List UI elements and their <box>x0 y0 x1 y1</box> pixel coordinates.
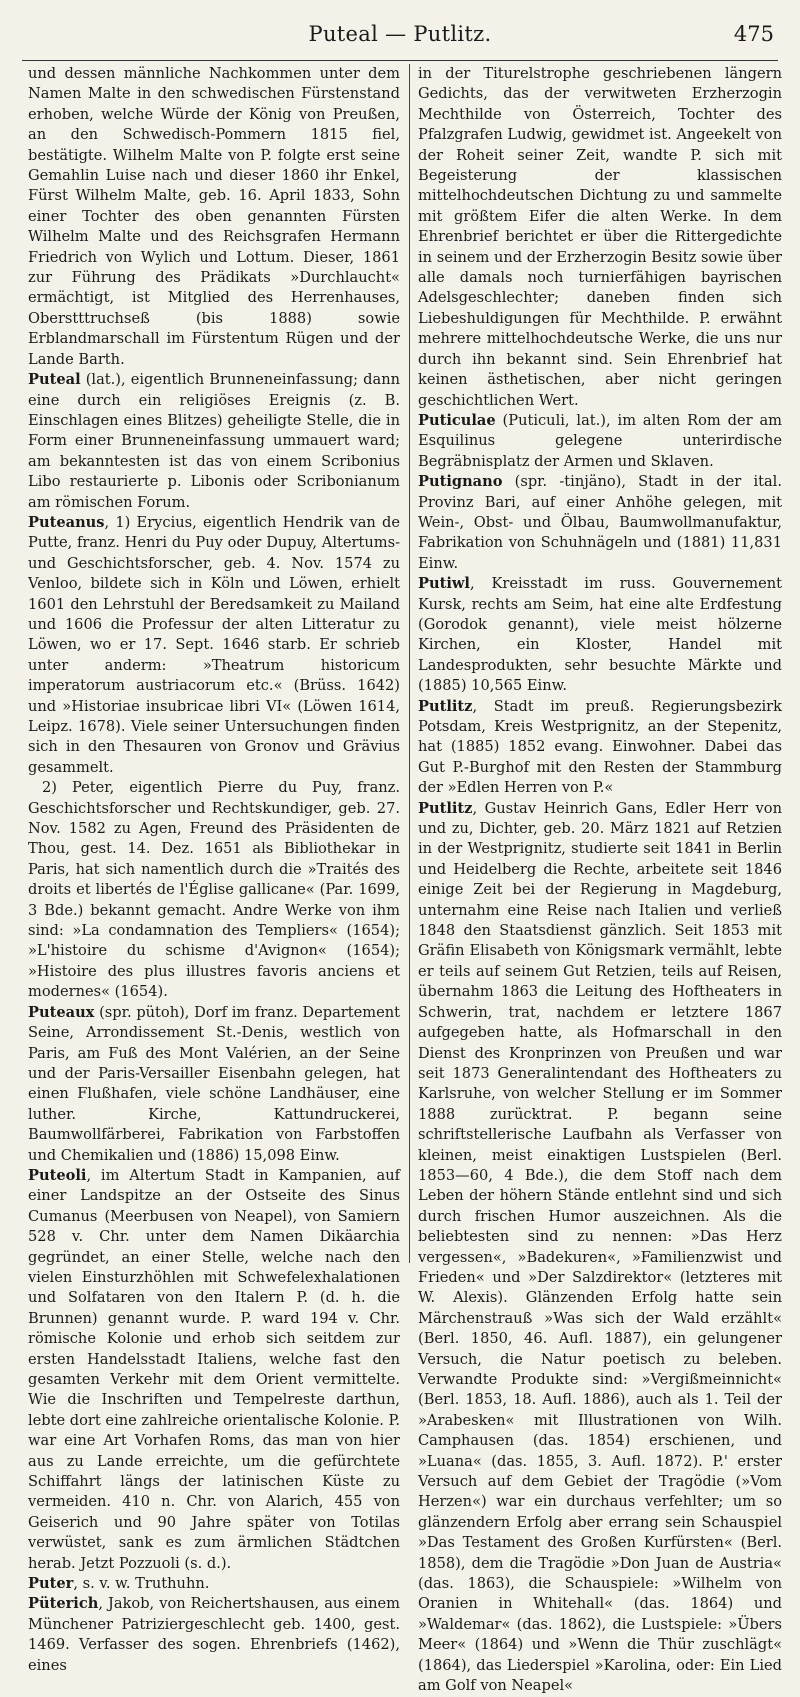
entry-headword: Puticulae <box>418 411 496 429</box>
running-head: Puteal — Putlitz. <box>308 22 492 46</box>
page-header <box>0 22 800 58</box>
entry-headword: Putlitz <box>418 697 473 715</box>
entry-headword: Puteaux <box>28 1003 95 1021</box>
entry-text: (Puticuli, lat.), im alten Rom der am Esquilinus gelegene unterirdische Begräbnisplatz der Armen und Sklaven. <box>418 411 782 470</box>
dictionary-entry <box>28 1166 400 1574</box>
dictionary-entry <box>418 574 782 696</box>
entry-text: , Kreisstadt im russ. Gouvernement Kursk, rechts am Seim, hat eine alte Erdfestung (Gorodok genannt), viele meist hölzerne Kirchen, ein Kloster, Handel mit Landesprodukten, sehr besuchte Märkte und (1885) 10,565 Einw. <box>418 575 782 695</box>
dictionary-entry <box>28 1594 400 1676</box>
entry-text: (spr. pütoh), Dorf im franz. Departement Seine, Arrondissement St.-Denis, westlich von Paris, am Fuß des Mont Valérien, an der Seine und der Paris-Versailler Eisenbahn gelegen, hat einen Flußhafen, viele schöne Landhäuser, eine luther. Kirche, Kattundruckerei, Baumwollfärberei, Fabrikation von Farbstoffen und Chemikalien und (1886) 15,098 Einw. <box>28 1003 400 1164</box>
entry-text: , im Altertum Stadt in Kampanien, auf einer Landspitze an der Ostseite des Sinus Cumanus (Meerbusen von Neapel), von Samiern 528 v. Chr. unter dem Namen Dikäarchia gegründet, an einer Stelle, welche nach den vielen Einsturzhöhlen mit Schwefelexhalationen und Solfataren von den Italern P. (d. h. die Brunnen) genannt wurde. P. ward 194 v. Chr. römische Kolonie und erhob sich seitdem zur ersten Handelsstadt Italiens, welche fast den gesamten Verkehr mit dem Orient vermittelte. Wie die Inschriften und Tempelreste darthun, lebte dort eine zahlreiche orientalische Kolonie. P. war eine Art Vorhafen Roms, das man von hier aus zu Lande erreichte, um die gefürchtete Schiffahrt längs der latinischen Küste zu vermeiden. 410 n. Chr. von Alarich, 455 von Geiserich und 90 Jahre später von Totilas verwüstet, sank es zum ärmlichen Städtchen herab. Jetzt Pozzuoli (s. d.). <box>28 1166 400 1572</box>
entry-text: , Stadt im preuß. Regierungsbezirk Potsdam, Kreis Westprignitz, an der Stepenitz, hat (1885) 1852 evang. Einwohner. Dabei das Gut P.-Burghof mit den Resten der Stammburg der »Edlen Herren von P.« <box>418 697 782 797</box>
entry-text: , 1) Erycius, eigentlich Hendrik van de Putte, franz. Henri du Puy oder Dupuy, Altertums- und Geschichtsforscher, geb. 4. Nov. 1574 zu Venloo, bildete sich in Köln und Löwen, erhielt 1601 den Lehrstuhl der Beredsamkeit zu Mailand und 1606 die Professur der alten Litteratur zu Löwen, wo er 17. Sept. 1646 starb. Er schrieb unter anderm: »Theatrum historicum imperatorum austriacorum etc.« (Brüss. 1642) und »Historiae insubricae libri VI« (Löwen 1614, Leipz. 1678). Viele seiner Untersuchungen finden sich in den Thesauren von Gronov und Grävius gesammelt. <box>28 513 400 776</box>
entry-headword: Puteoli <box>28 1166 87 1184</box>
entry-text: und dessen männliche Nachkommen unter dem Namen Malte in den schwedischen Fürstenstand erhoben, welche Würde der König von Preußen, an den Schwedisch-Pommern 1815 fiel, bestätigte. Wilhelm Malte von P. folgte erst seine Gemahlin Luise nach und dieser 1860 ihr Enkel, Fürst Wilhelm Malte, geb. 16. April 1833, Sohn einer Tochter des oben genannten Fürsten Wilhelm Malte und des Reichsgrafen Hermann Friedrich von Wylich und Lottum. Dieser, 1861 zur Führung des Prädikats »Durchlaucht« ermächtigt, ist Mitglied des Herrenhauses, Oberstttruchseß (bis 1888) sowie Erblandmarschall im Fürstentum Rügen und der Lande Barth. <box>28 65 400 368</box>
dictionary-entry <box>418 472 782 574</box>
header-rule <box>22 60 778 61</box>
entry-text: in der Titurelstrophe geschriebenen längern Gedichts, das der verwitweten Erzherzogin Mechthilde von Österreich, Tochter des Pfalzgrafen Ludwig, gewidmet ist. Angeekelt von der Roheit seiner Zeit, wandte P. sich mit Begeisterung der klassischen mittelhochdeutschen Dichtung zu und sammelte mit größtem Eifer die alten Werke. In dem Ehrenbrief berichtet er über die Rittergedichte in seinem und der Erzherzogin Besitz sowie über alle damals noch turnierfähigen bayrischen Adelsgeschlechter; daneben finden sich Liebeshuldigungen für Mechthilde. P. erwähnt mehrere mittelhochdeutsche Werke, die uns nur durch ihn bekannt sind. Sein Ehrenbrief hat keinen ästhetischen, aber nicht geringen geschichtlichen Wert. <box>418 65 783 409</box>
dictionary-entry <box>418 799 782 1697</box>
entry-headword: Puteanus <box>28 513 105 531</box>
dictionary-entry <box>28 513 400 778</box>
dictionary-entry <box>28 1003 400 1166</box>
entry-headword: Putignano <box>418 473 503 491</box>
entry-headword: Püterich <box>28 1595 99 1613</box>
dictionary-entry <box>418 697 782 799</box>
entry-headword: Puteal <box>28 371 81 389</box>
entry-headword: Puter <box>28 1575 74 1593</box>
dictionary-entry <box>418 64 782 411</box>
entry-headword: Putlitz <box>418 799 473 817</box>
page-number: 475 <box>733 22 774 46</box>
column-divider <box>409 64 410 1263</box>
left-column <box>28 64 400 1674</box>
entry-text: (spr. -tinjäno), Stadt in der ital. Provinz Bari, auf einer Anhöhe gelegen, mit Wein-, Obst- und Ölbau, Baumwollmanufaktur, Fabrikation von Schuhnägeln und (1881) 11,831 Einw. <box>418 473 782 572</box>
entry-text: , Jakob, von Reichertshausen, aus einem Münchener Patriziergeschlecht geb. 1400, gest. 1469. Verfasser des sogen. Ehrenbriefs (1462), eines <box>28 1595 400 1674</box>
entry-headword: Putiwl <box>418 575 470 593</box>
dictionary-entry <box>28 64 400 370</box>
entry-text: , s. v. w. Truthuhn. <box>73 1575 210 1593</box>
entry-text: 2) Peter, eigentlich Pierre du Puy, franz. Geschichtsforscher und Rechtskundiger, geb. 27. Nov. 1582 zu Agen, Freund des Präsidenten de Thou, gest. 14. Dez. 1651 als Bibliothekar in Paris, hat sich namentlich durch die »Traités des droits et libertés de l'Église gallicane« (Par. 1699, 3 Bde.) bekannt gemacht. Andre Werke von ihm sind: »La condamnation des Templiers« (1654); »L'histoire du schisme d'Avignon« (1654); »Histoire des plus illustres favoris anciens et modernes« (1654). <box>28 779 400 1001</box>
right-column <box>418 64 783 1695</box>
dictionary-entry <box>28 370 400 513</box>
dictionary-entry <box>28 1574 400 1594</box>
dictionary-entry <box>418 411 782 472</box>
entry-text: (lat.), eigentlich Brunneneinfassung; dann eine durch ein religiöses Ereignis (z. B. Einschlagen eines Blitzes) geheiligte Stelle, die in Form einer Brunneneinfassung ummauert ward; am bekanntesten ist das von einem Scribonius Libo restaurierte p. Libonis oder Scribonianum am römischen Forum. <box>28 371 400 511</box>
entry-text: , Gustav Heinrich Gans, Edler Herr von und zu, Dichter, geb. 20. März 1821 auf Retzien in der Westprignitz, studierte seit 1841 in Berlin und Heidelberg die Rechte, arbeitete seit 1846 einige Zeit bei der Regierung in Magdeburg, unternahm eine Reise nach Italien und verließ 1848 den Staatsdienst gänzlich. Seit 1853 mit Gräfin Elisabeth von Königsmark vermählt, lebte er teils auf seinem Gut Retzien, teils auf Reisen, übernahm 1863 die Leitung des Hoftheaters in Schwerin, trat, nachdem er letztere 1867 aufgegeben hatte, als Hofmarschall in den Dienst des Kronprinzen von Preußen und war seit 1873 Generalintendant des Hoftheaters zu Karlsruhe, von welcher Stellung er im Sommer 1888 zurücktrat. P. begann seine schriftstellerische Laufbahn als Verfasser von kleinen, meist einaktigen Lustspielen (Berl. 1853—60, 4 Bde.), die dem Stoff nach dem Leben der höhern Stände entlehnt sind und sich durch frischen Humor auszeichnen. Als die beliebtesten sind zu nennen: »Das Herz vergessen«, »Badekuren«, »Familienzwist und Frieden« und »Der Salzdirektor« (letzteres mit W. Alexis). Glänzenden Erfolg hatte sein Märchenstrauß »Was sich der Wald erzählt« (Berl. 1850, 46. Aufl. 1887), ein gelungener Versuch, die Natur poetisch zu beleben. Verwandte Produkte sind: »Vergißmeinnicht« (Berl. 1853, 18. Aufl. 1886), auch als 1. Teil der »Arabesken« mit Illustrationen von Wilh. Camphausen (das. 1854) erschienen, und »Luana« (das. 1855, 3. Aufl. 1872). P.' erster Versuch auf dem Gebiet der Tragödie (»Vom Herzen«) war ein durchaus verfehlter; um so glänzendern Erfolg aber errang sein Schauspiel »Das Testament des Großen Kurfürsten« (Berl. 1858), dem die Tragödie »Don Juan de Austria« (das. 1863), die Schauspiele: »Wilhelm von Oranien in Whitehall« (das. 1864) und »Waldemar« (das. 1862), die Lustspiele: »Übers Meer« (1864) und »Wenn die Thür zuschlägt« (1864), das Liederspiel »Karolina, oder: Ein Lied am Golf von Neapel« <box>418 799 782 1695</box>
dictionary-entry <box>28 778 400 1002</box>
